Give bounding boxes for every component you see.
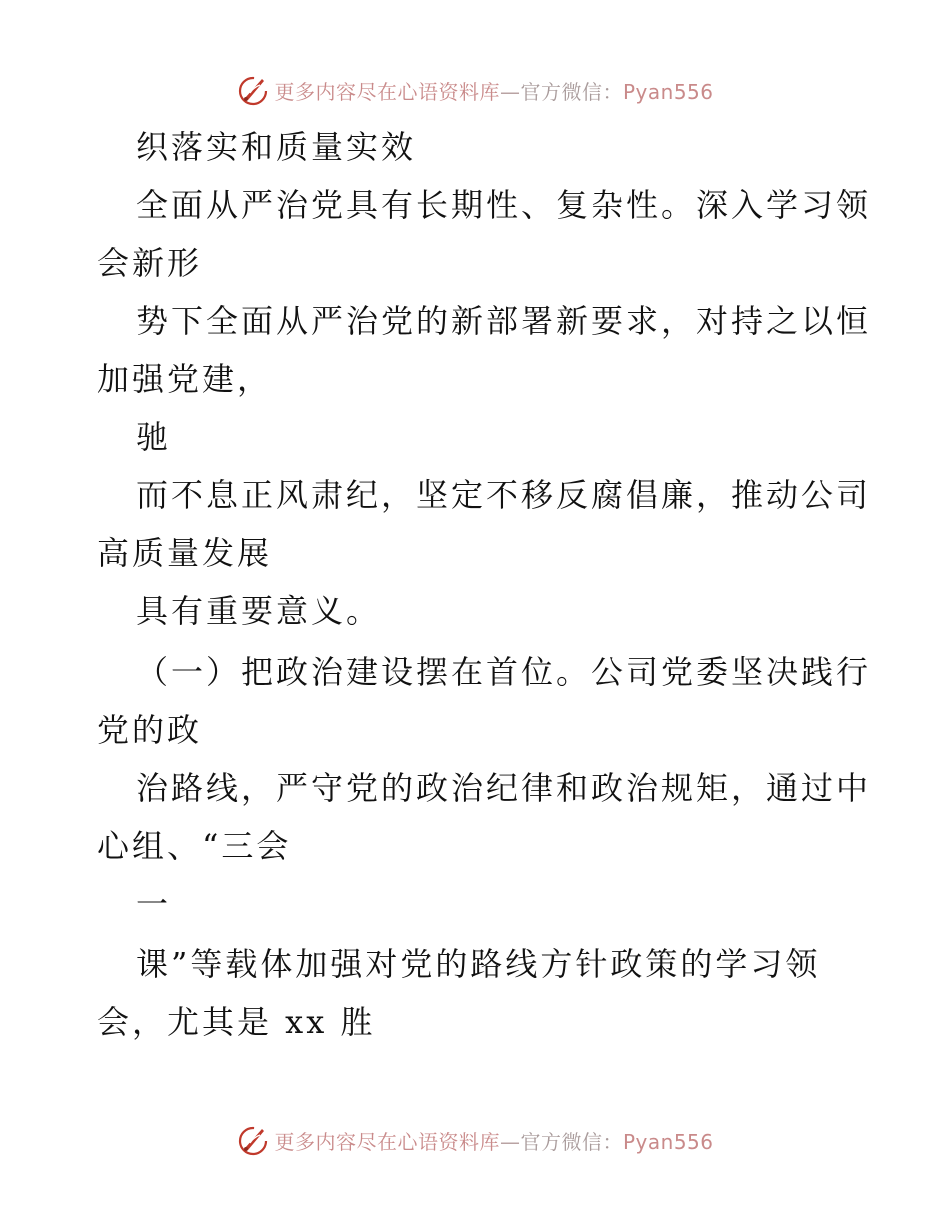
text-line: 会新形 (97, 244, 203, 282)
text-line: 而不息正风肃纪，坚定不移反腐倡廉，推动公司 (136, 476, 872, 514)
text-line: 加强党建， (97, 360, 273, 398)
text-line: 一 (136, 885, 172, 923)
text-line: （一）把政治建设摆在首位。公司党委坚决践行 (136, 653, 872, 691)
text-line: 治路线，严守党的政治纪律和政治规矩，通过中 (136, 769, 872, 807)
text-line: 心组、“三会 (97, 827, 292, 865)
text-line: 会，尤其是 xx 胜 (97, 1003, 376, 1041)
watermark-main-text: 更多内容尽在心语资料库 (274, 1129, 500, 1154)
watermark-dash: — (499, 1129, 521, 1154)
watermark-sub-text: 官方微信： (520, 79, 623, 104)
text-line: 高质量发展 (97, 534, 273, 572)
watermark-dash: — (499, 79, 521, 104)
text-line: 具有重要意义。 (136, 592, 382, 630)
text-line: 势下全面从严治党的新部署新要求，对持之以恒 (136, 302, 872, 340)
text-line: 织落实和质量实效 (136, 128, 417, 166)
text-line: 全面从严治党具有长期性、复杂性。深入学习领 (136, 186, 872, 224)
text-line: 课”等载体加强对党的路线方针政策的学习领 (136, 945, 821, 983)
watermark-wechat-id: Pyan556 (622, 79, 714, 104)
text-line: 党的政 (97, 711, 203, 749)
watermark-sub-text: 官方微信： (520, 1129, 623, 1154)
text-line: 驰 (136, 418, 172, 456)
watermark-main-text: 更多内容尽在心语资料库 (274, 79, 500, 104)
watermark-wechat-id: Pyan556 (622, 1129, 714, 1154)
quill-pen-logo-icon (236, 1123, 270, 1157)
footer-watermark (0, 1120, 950, 1160)
